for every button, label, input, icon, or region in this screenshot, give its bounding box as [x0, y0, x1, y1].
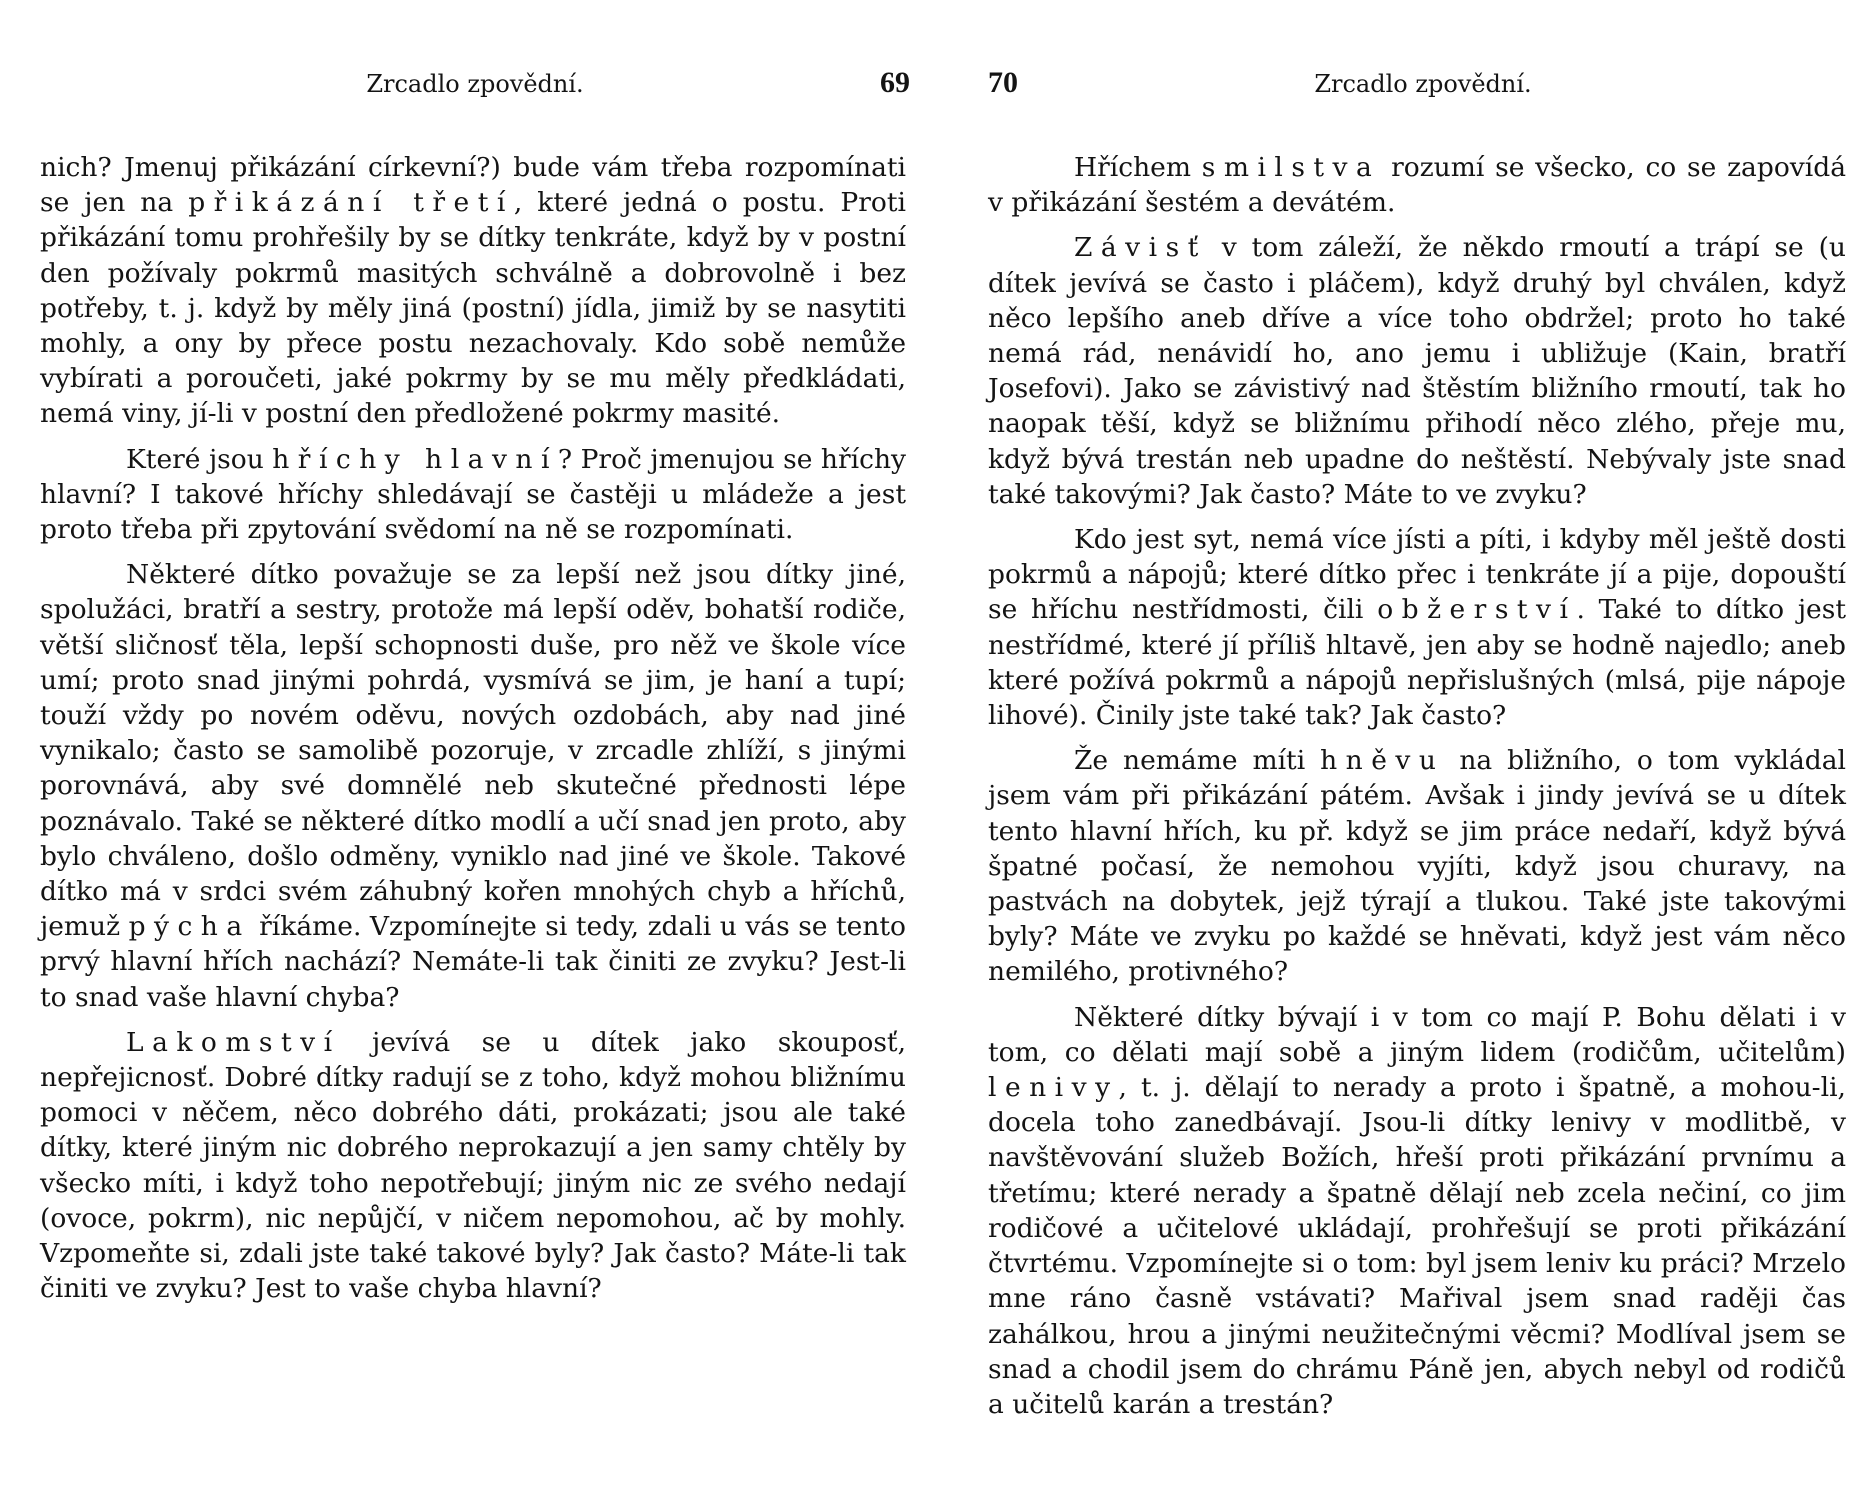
paragraph: [40, 442, 906, 548]
running-head: Zrcadlo zpovědní.: [366, 70, 584, 98]
page-number: 70: [988, 66, 1018, 99]
text-run: , t. j. dělají to nerady a proto i špatně, a mohou-li, docela toho zanedbávají. Jsou-li dítky lenivy v modlitbě, v navštěvování služeb Božích, hřeší proti přikázání prvnímu a třetímu; které nerady a špatně dělají neb zcela nečiní, co jim rodičové a učitelové ukládají, prohřešují se proti přikázání čtvrtému. Vzpomínejte si o tom: byl jsem leniv ku práci? Mrzelo mne ráno časně vstávati? Mařival jsem snad raději čas zahálkou, hrou a jinými neužitečnými věcmi? Modlíval jsem se snad a chodil jsem do chrámu Páně jen, abych nebyl od rodičů a učitelů karán a trestán?: [988, 1072, 1846, 1420]
spaced-emphasis: Lakomství: [126, 1026, 341, 1058]
spaced-emphasis: Závisť: [1074, 232, 1207, 264]
paragraph: [988, 522, 1846, 733]
paragraph: [988, 230, 1846, 512]
text-run: Některé dítky bývají i v tom co mají P. Bohu dělati i v tom, co dělati mají sobě a jiným lidem (rodičům, učitelům): [988, 1001, 1846, 1068]
right-page-body: [988, 150, 1846, 1422]
text-run: v tom záleží, že někdo rmoutí a trápí se (u dítek jevívá se často i pláčem), když druhý byl chválen, když něco lepšího aneb dříve a více toho obdržel; proto ho také nemá rád, nenávidí ho, ano jemu i ubližuje (Kain, bratří Josefovi). Jako se závistivý nad štěstím bližního rmoutí, tak ho naopak těší, když se bližnímu přihodí něco zlého, přeje mu, když bývá trestán neb upadne do neštěstí. Nebývaly jste snad také takovými? Jak často? Máte to ve zvyku?: [988, 232, 1846, 510]
text-run: ? Proč jmenujou se hříchy hlavní? I takové hříchy shledávají se častěji u mládeže a jest proto třeba při zpytování svědomí na ně se rozpomínati.: [40, 443, 907, 546]
spaced-emphasis: hříchy hlavní: [272, 443, 558, 475]
text-run: Že nemáme míti: [1074, 745, 1321, 777]
paragraph: [40, 150, 906, 432]
text-run: jevívá se u dítek jako skouposť, nepřejicnosť. Dobré dítky radují se z toho, když mohou bližnímu pomoci v něčem, něco dobrého dáti, prokázati; jsou ale také dítky, které jiným nic dobrého neprokazují a jen samy chtěly by všecko míti, i když toho nepotřebují; jiným nic ze svého nedají (ovoce, pokrm), nic nepůjčí, v ničem nepomohou, ač by mohly. Vzpomeňte si, zdali jste také takové byly? Jak často? Máte-li tak činiti ve zvyku? Jest to vaše chyba hlavní?: [40, 1026, 906, 1305]
text-run: Některé dítko považuje se za lepší než jsou dítky jiné, spolužáci, bratří a sestry, protože má lepší oděv, bohatší rodiče, větší sličnosť těla, lepší schopnosti duše, pro něž ve škole více umí; proto snad jinými pohrdá, vysmívá se jim, je haní a tupí; touží vždy po novém oděvu, nových ozdobách, aby nad jiné vynikalo; často se samolibě pozoruje, v zrcadle zhlíží, s jinými porovnává, aby své domnělé neb skutečné přednosti lépe poznávalo. Také se některé dítko modlí a učí snad jen proto, aby bylo chváleno, došlo odměny, vyniklo nad jiné ve škole. Takové dítko má v srdci svém záhubný kořen mnohých chyb a hříchů, jemuž: [40, 559, 906, 943]
text-run: na bližního, o tom vykládal jsem vám při přikázání pátém. Avšak i jindy jevívá se u dítek tento hlavní hřích, ku př. když se jim práce nedaří, když bývá špatné počasí, že nemohou vyjíti, když jsou churavy, na pastvách na dobytek, jejž týrají a tlukou. Také jste takovými byly? Máte ve zvyku po každé se hněvati, když jest vám něco nemilého, protivného?: [988, 745, 1846, 988]
right-page: [938, 0, 1876, 1500]
text-run: rozumí se všecko, co se zapovídá v přikázání šestém a devátém.: [988, 152, 1846, 219]
left-page-body: [40, 150, 906, 1307]
paragraph: [988, 743, 1846, 989]
left-page-header: [40, 66, 910, 110]
spaced-emphasis: obžerství: [1377, 594, 1577, 626]
paragraph: [40, 557, 906, 1015]
spaced-emphasis: pýcha: [128, 911, 251, 943]
paragraph: [40, 1025, 906, 1307]
text-run: nich? Jmenuj přikázání církevní?) bude vám třeba rozpomínati se jen na: [40, 152, 906, 219]
page-number: 69: [880, 66, 910, 99]
text-run: . Také to dítko jest nestřídmé, které jí příliš hltavě, jen aby se hodně najedlo; aneb které požívá pokrmů a nápojů nepřislušných (mlsá, pije nápoje lihové). Činily jste také tak? Jak často?: [988, 594, 1846, 732]
right-page-header: [988, 66, 1858, 110]
spaced-emphasis: smilstva: [1201, 152, 1381, 183]
text-run: Kdo jest syt, nemá více jísti a píti, i kdyby měl ještě dosti pokrmů a nápojů; které dítko přec i tenkráte jí a pije, dopouští se hříchu nestřídmosti, čili: [988, 524, 1846, 626]
spaced-emphasis: lenivy: [988, 1072, 1119, 1104]
text-run: Které jsou: [126, 443, 273, 475]
spaced-emphasis: přikázání třetí: [188, 187, 514, 219]
paragraph: [988, 1000, 1846, 1422]
running-head: Zrcadlo zpovědní.: [1314, 70, 1532, 98]
text-run: , které jedná o postu. Proti přikázání tomu prohřešily by se dítky tenkráte, když by v postní den požívaly pokrmů masitých schválně a dobrovolně i bez potřeby, t. j. když by měly jiná (postní) jídla, jimiž by se nasytiti mohly, a ony by přece postu nezachovaly. Kdo sobě nemůže vybírati a poroučeti, jaké pokrmy by se mu měly předkládati, nemá viny, jí-li v postní den předložené pokrmy masité.: [40, 187, 907, 430]
spaced-emphasis: hněvu: [1320, 745, 1445, 777]
text-run: říkáme. Vzpomínejte si tedy, zdali u vás se tento prvý hlavní hřích nachází? Nemáte-li tak činiti ze zvyku? Jest-li to snad vaše hlavní chyba?: [40, 911, 907, 1013]
text-run: Hříchem: [1074, 152, 1202, 183]
paragraph: [988, 150, 1846, 220]
